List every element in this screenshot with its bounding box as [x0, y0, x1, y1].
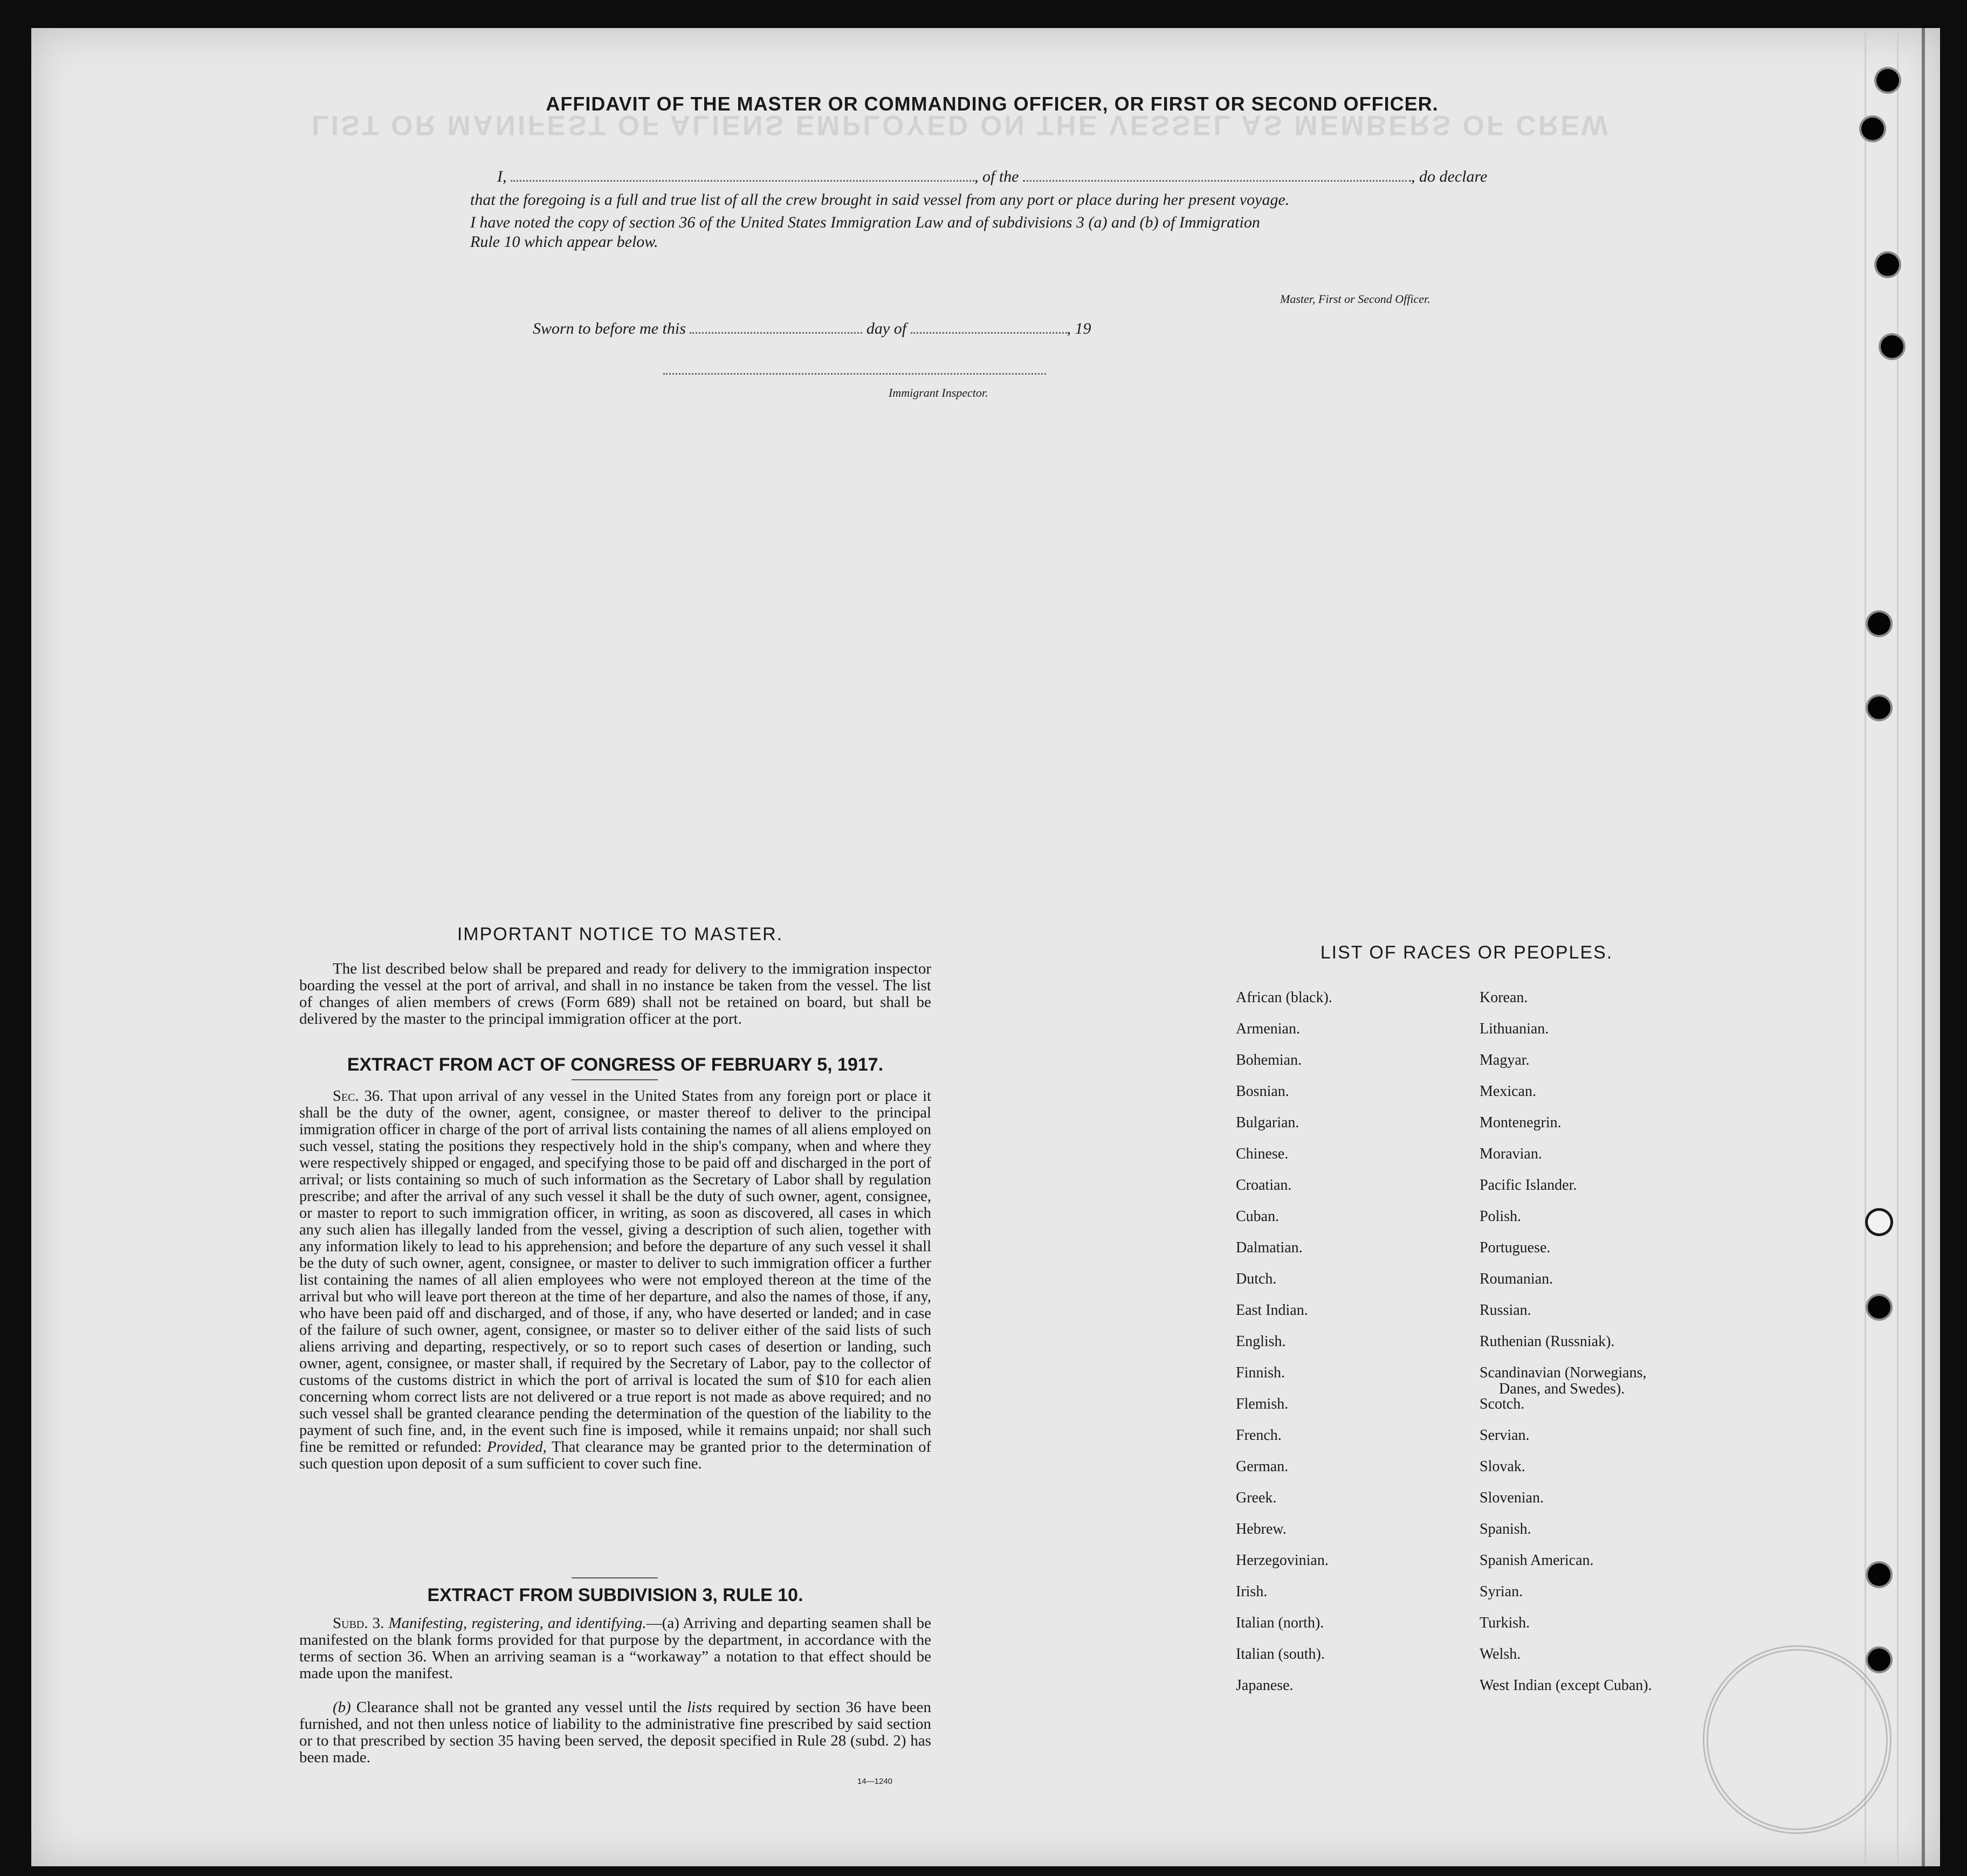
sworn-text: Sworn to before me this [533, 320, 686, 337]
race-item: Servian. [1480, 1427, 1530, 1444]
race-item: Roumanian. [1480, 1271, 1553, 1287]
race-item: Montenegrin. [1480, 1114, 1562, 1131]
race-item: Pacific Islander. [1480, 1177, 1577, 1194]
name-field[interactable] [511, 167, 974, 182]
race-item: West Indian (except Cuban). [1480, 1677, 1652, 1694]
race-item: Syrian. [1480, 1583, 1523, 1600]
year-text: , 19 [1067, 320, 1091, 337]
race-item: Cuban. [1236, 1208, 1280, 1225]
vessel-field[interactable] [1023, 167, 1411, 182]
declaration-text: Rule 10 which appear below. [470, 233, 658, 251]
subd-label: Subd. 3. [333, 1615, 384, 1632]
races-column-left [1236, 990, 1332, 1709]
races-column-right [1480, 990, 1652, 1709]
section-36-text [299, 1088, 931, 1472]
form-number: 14—1240 [857, 1777, 893, 1786]
declaration-text: that the foregoing is a full and true list of all the crew brought in said vessel from any port or place during her present voyage. [470, 191, 1290, 209]
race-item: Finnish. [1236, 1364, 1285, 1381]
race-item: Korean. [1480, 989, 1528, 1006]
punch-hole-icon [1868, 1649, 1890, 1671]
race-item: Italian (south). [1236, 1646, 1325, 1663]
race-item: Portuguese. [1480, 1239, 1551, 1256]
declaration-of-the: , of the [974, 168, 1019, 185]
inspector-caption: Immigrant Inspector. [889, 386, 988, 399]
race-item: Dutch. [1236, 1271, 1277, 1287]
declaration-line [497, 167, 1487, 186]
punch-hole-icon [1868, 612, 1890, 635]
race-item: Herzegovinian. [1236, 1552, 1329, 1569]
master-signature-caption: Master, First or Second Officer. [1280, 292, 1430, 306]
notice-heading: IMPORTANT NOTICE TO MASTER. [457, 924, 783, 944]
race-item: Bohemian. [1236, 1052, 1302, 1068]
race-item: Greek. [1236, 1489, 1277, 1506]
declaration-declare: , do declare [1411, 168, 1488, 185]
notice-text [299, 961, 931, 1027]
punch-hole-icon [1868, 1563, 1890, 1586]
race-item: English. [1236, 1333, 1286, 1350]
column-rule [1865, 28, 1866, 1866]
race-item-line: Scandinavian (Norwegians, [1480, 1364, 1647, 1381]
act-heading: EXTRACT FROM ACT OF CONGRESS OF FEBRUARY 5, 1917. [347, 1054, 884, 1075]
race-item: Welsh. [1480, 1646, 1521, 1663]
race-item: Slovenian. [1480, 1489, 1544, 1506]
notice-body: The list described below shall be prepared and ready for delivery to the immigration inspector boarding the vessel at the port of arrival, and shall in no instance be taken from the vessel. The list of changes of alien members of crews (Form 689) shall not be retained on board, but shall be delivered by the master to the principal immigration officer at the port. [299, 960, 931, 1027]
race-item: Turkish. [1480, 1615, 1530, 1631]
subd-title: Manifesting, registering, and identifying. [388, 1615, 647, 1632]
race-item: Italian (north). [1236, 1615, 1324, 1631]
bleed-through-text: LIST OR MANIFEST OF ALIENS EMPLOYED ON THE VESSEL AS MEMBERS OF CREW [312, 109, 1610, 141]
race-item: French. [1236, 1427, 1282, 1444]
subdivision-b-text [299, 1699, 931, 1766]
race-item: Lithuanian. [1480, 1020, 1549, 1037]
column-rule [1897, 28, 1899, 1866]
punch-hole-icon [1868, 1211, 1890, 1233]
page-edge [1922, 28, 1925, 1866]
punch-hole-icon [1876, 253, 1899, 276]
race-item: Bosnian. [1236, 1083, 1289, 1100]
race-item: Chinese. [1236, 1146, 1289, 1162]
race-item: Polish. [1480, 1208, 1522, 1225]
race-item: African (black). [1236, 989, 1332, 1006]
race-item: Moravian. [1480, 1146, 1542, 1162]
affidavit-title: AFFIDAVIT OF THE MASTER OR COMMANDING OFFICER, OR FIRST OR SECOND OFFICER. [546, 93, 1439, 115]
subd-b-label: (b) [333, 1699, 351, 1716]
race-item: Mexican. [1480, 1083, 1536, 1100]
race-item: Armenian. [1236, 1020, 1300, 1037]
stamp-seal [1703, 1645, 1892, 1834]
sworn-day-field[interactable] [690, 319, 862, 334]
divider [572, 1079, 658, 1080]
divider [572, 1577, 658, 1578]
race-item: Ruthenian (Russniak). [1480, 1333, 1615, 1350]
declaration-text: I have noted the copy of section 36 of the United States Immigration Law and of subdivisions 3 (a) and (b) of Immigration [470, 213, 1260, 231]
sworn-month-field[interactable] [911, 319, 1067, 334]
section-label: Sec. 36. [333, 1088, 384, 1105]
subdivision-a-text [299, 1615, 931, 1682]
race-item: Magyar. [1480, 1052, 1530, 1068]
rule-heading: EXTRACT FROM SUBDIVISION 3, RULE 10. [427, 1585, 803, 1605]
section-body: That upon arrival of any vessel in the United States from any foreign port or place it shall be the duty of the owner, agent, consignee, or master thereof to deliver to the principal immigration officer in charge of the port of arrival lists containing the names of all aliens employed on such vessel, stating the positions they respectively hold in the ship's company, when and where they were respectively shipped or engaged, and specifying those to be paid off and discharged in the port of arrival; or lists containing so much of such information as the Secretary of Labor shall by regulation prescribe; and after the arrival of any such vessel it shall be the duty of such owner, agent, consignee, or master to report to such immigration officer, in writing, as soon as discovered, all cases in which any such alien has illegally landed from the vessel, giving a description of such alien, together with any information likely to lead to his apprehension; and before the departure of any such vessel it shall be the duty of such owner, agent, consignee, or master to deliver to such immigration officer a further list containing the names of all alien employees who were not employed thereon at the time of the arrival but who will leave port thereon at the time of her departure, and also the names of those, if any, who have been paid off and discharged, and of those, if any, who have deserted or landed; and in case of the failure of such owner, agent, consignee, or master so to deliver either of the said lists of such aliens arriving and departing, respectively, or so to report such cases of desertion or landing, such owner, agent, consignee, or master shall, if required by the Secretary of Labor, pay to the collector of customs of the customs district in which the port of arrival is located the sum of $10 for each alien concerning whom correct lists are not delivered or a true report is not made as above required; and no such vessel shall be granted clearance pending the determination of the question of the liability to the payment of such fine, and, in the event such fine is imposed, while it remains unpaid; nor shall such fine be remitted or refunded: [299, 1088, 931, 1456]
subd-b-body2: required by section 36 have been furnished, and not then unless notice of liability to the administrative fine prescribed by said section or to that prescribed by section 35 having been served, the deposit specified in Rule 28 (subd. 2) has been made. [299, 1699, 931, 1766]
section-tail: That clearance may be granted prior to the determination of such question upon deposit of a sum sufficient to cover such fine. [299, 1439, 932, 1472]
inspector-signature-field[interactable] [663, 360, 1046, 375]
race-item: Scotch. [1480, 1396, 1525, 1412]
sworn-line [533, 319, 1091, 338]
subd-b-lists: lists [687, 1699, 712, 1716]
race-item: German. [1236, 1458, 1289, 1475]
punch-hole-icon [1868, 696, 1890, 719]
provided-term: Provided, [487, 1439, 547, 1456]
race-item: Dalmatian. [1236, 1239, 1303, 1256]
race-item: Croatian. [1236, 1177, 1292, 1194]
race-item [1480, 1365, 1652, 1396]
races-heading: LIST OF RACES OR PEOPLES. [1320, 942, 1613, 963]
day-of-text: day of [866, 320, 907, 337]
subd-a-body: —(a) Arriving and departing seamen shall be manifested on the blank forms provided for that purpose by the department, in accordance with the terms of section 36. When an arriving seaman is a “workaway” a notation to that effect should be made upon the manifest. [299, 1615, 931, 1682]
race-item: East Indian. [1236, 1302, 1308, 1319]
race-item: Flemish. [1236, 1396, 1289, 1412]
punch-hole-icon [1881, 335, 1903, 358]
race-item: Spanish. [1480, 1521, 1531, 1537]
race-item: Japanese. [1236, 1677, 1294, 1694]
punch-hole-icon [1868, 1296, 1890, 1319]
subd-b-body1: Clearance shall not be granted any vessel until the [356, 1699, 682, 1716]
race-item: Hebrew. [1236, 1521, 1287, 1537]
race-item-line: Danes, and Swedes). [1499, 1381, 1625, 1397]
race-item: Irish. [1236, 1583, 1268, 1600]
race-item: Bulgarian. [1236, 1114, 1299, 1131]
race-item: Slovak. [1480, 1458, 1525, 1475]
punch-hole-icon [1861, 118, 1884, 140]
race-item: Spanish American. [1480, 1552, 1594, 1569]
declaration-i: I, [497, 168, 507, 185]
race-item: Russian. [1480, 1302, 1531, 1319]
punch-hole-icon [1876, 69, 1899, 92]
